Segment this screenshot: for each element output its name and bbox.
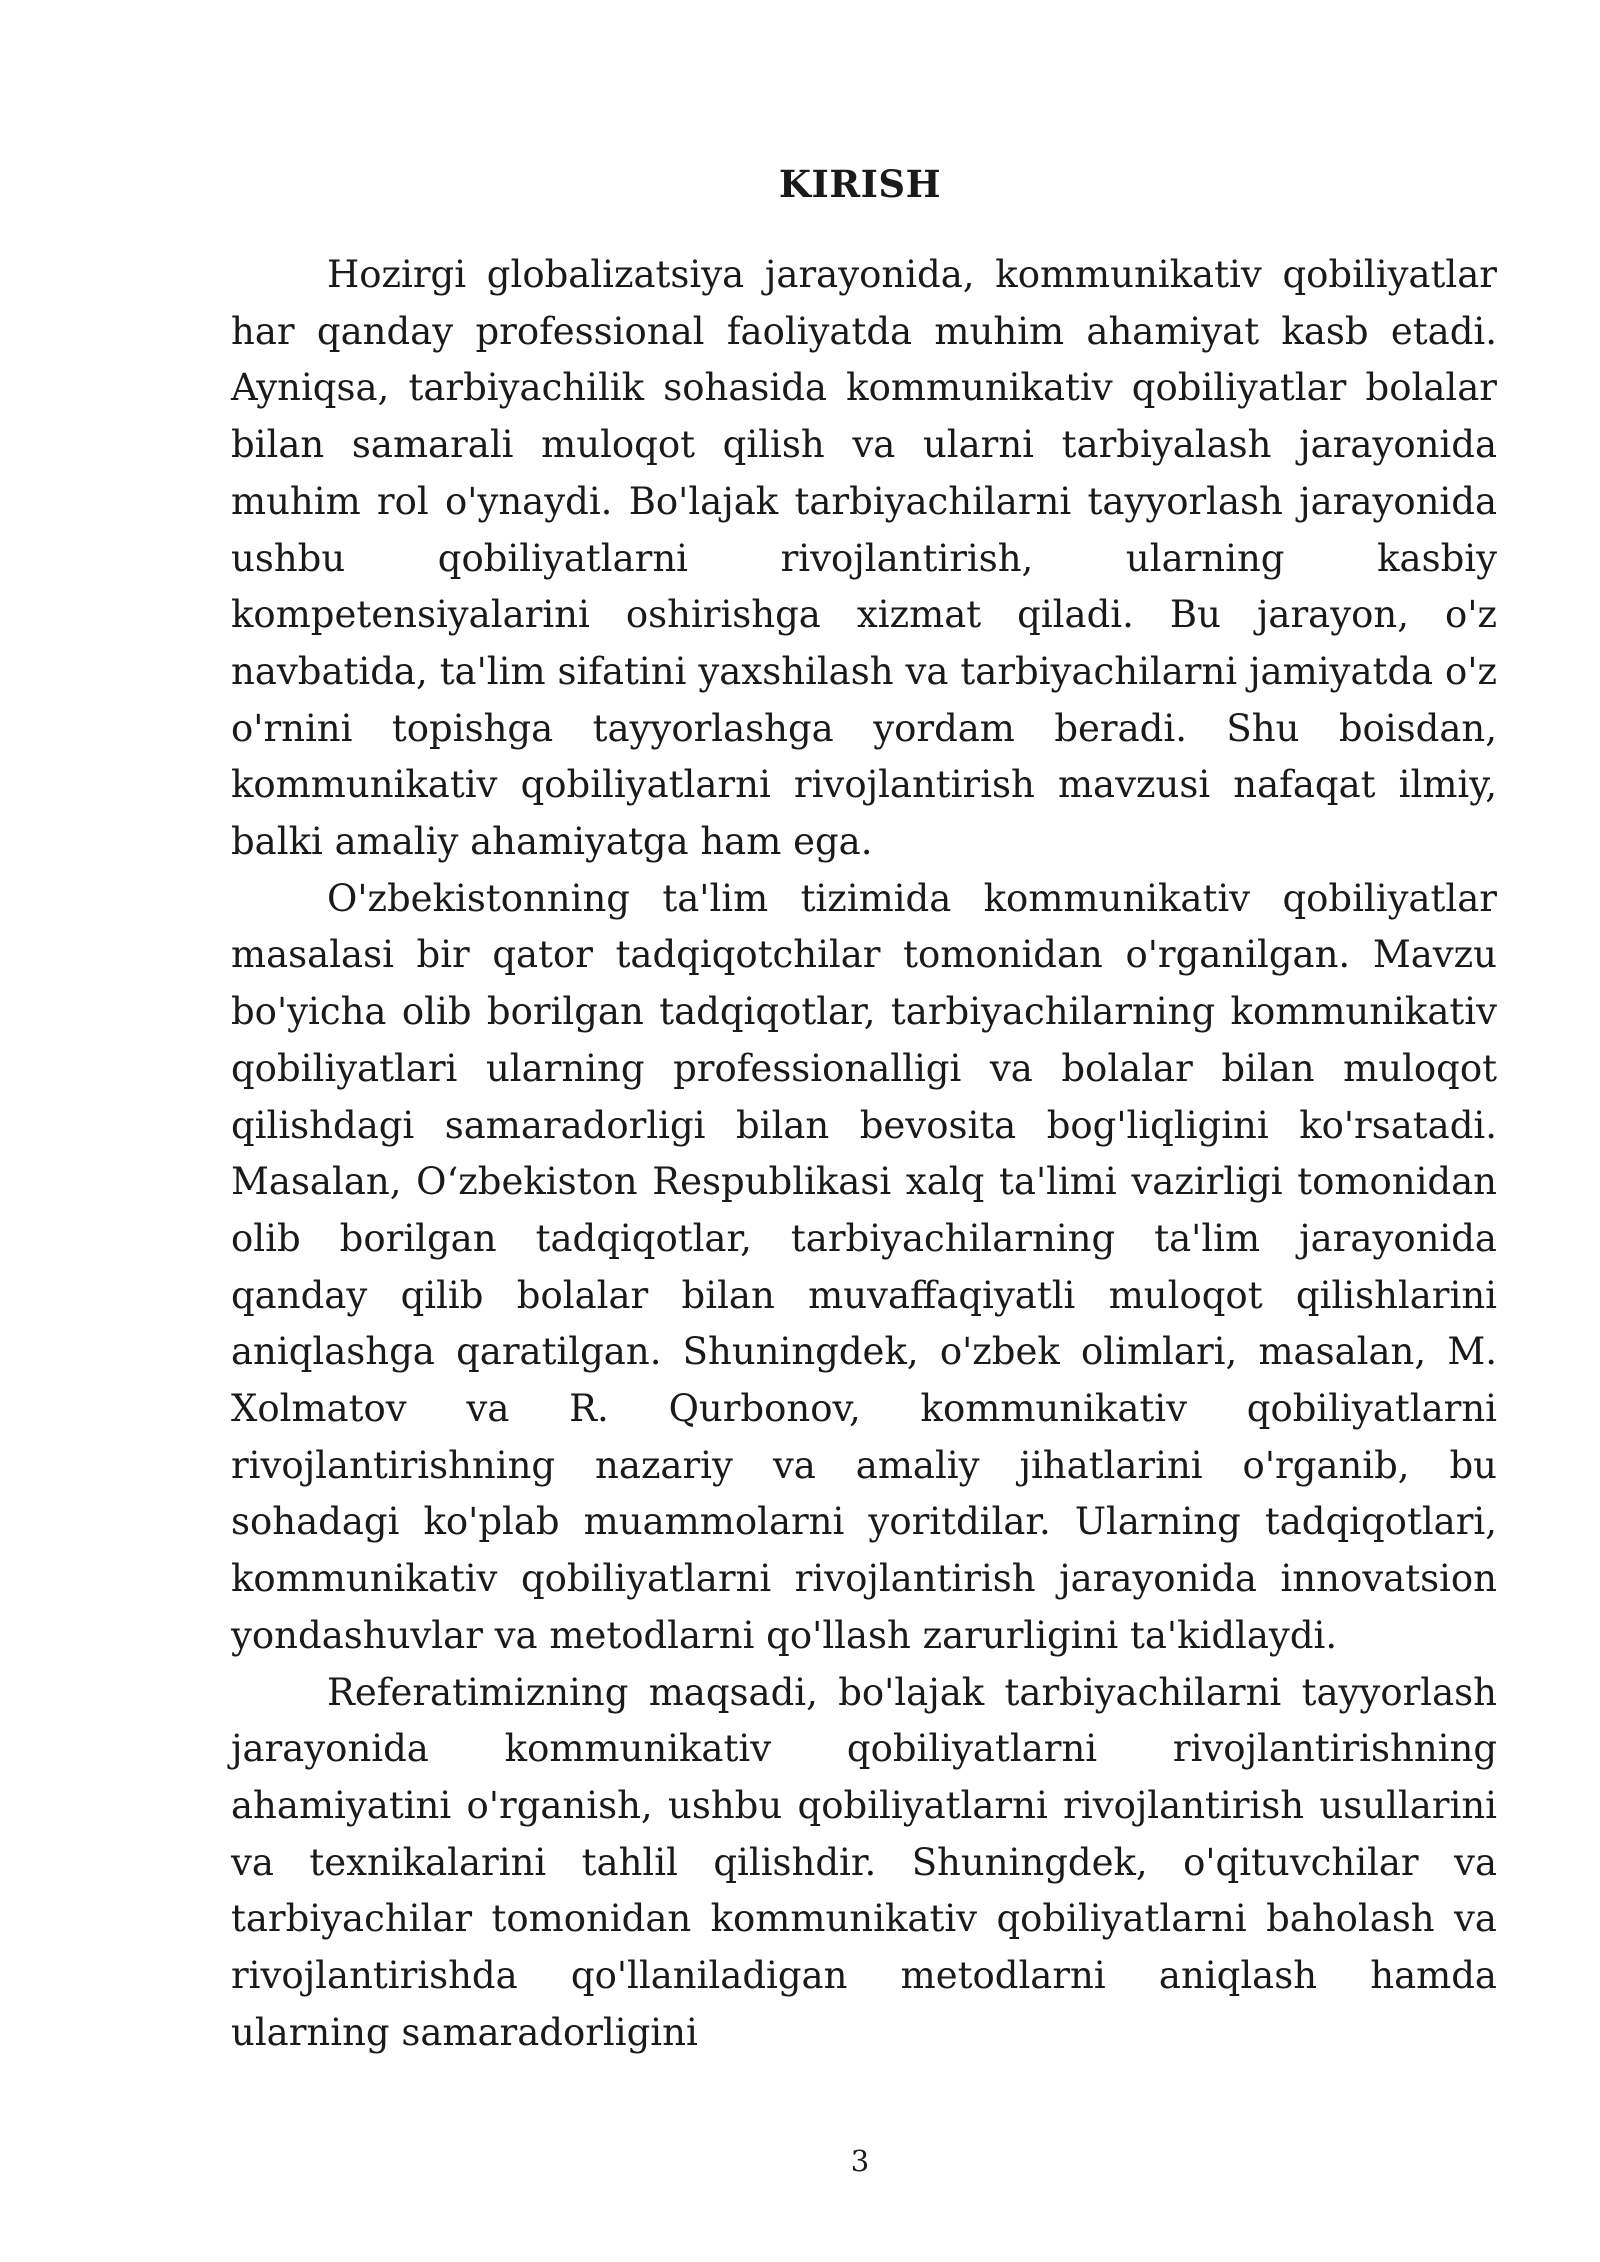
- paragraph-3: Referatimizning maqsadi, bo'lajak tarbiyachilarni tayyorlash jarayonida kommunikativ qobiliyatlarni rivojlantirishning ahamiyatini o'rganish, ushbu qobiliyatlarni rivojlantirish usullarini va texnikalarini tahlil qilishdir. Shuningdek, o'qituvchilar va tarbiyachilar tomonidan kommunikativ qobiliyatlarni baholash va rivojlantirishda qo'llaniladigan metodlarni aniqlash hamda ularning samaradorligini: [231, 1670, 1497, 2054]
- body-text: [231, 247, 1497, 2062]
- paragraph-2: O'zbekistonning ta'lim tizimida kommunikativ qobiliyatlar masalasi bir qator tadqiqotchilar tomonidan o'rganilgan. Mavzu bo'yicha olib borilgan tadqiqotlar, tarbiyachilarning kommunikativ qobiliyatlari ularning professionalligi va bolalar bilan muloqot qilishdagi samaradorligi bilan bevosita bog'liqligini ko'rsatadi. Masalan, Oʻzbekiston Respublikasi xalq ta'limi vazirligi tomonidan olib borilgan tadqiqotlar, tarbiyachilarning ta'lim jarayonida qanday qilib bolalar bilan muvaffaqiyatli muloqot qilishlarini aniqlashga qaratilgan. Shuningdek, o'zbek olimlari, masalan, M. Xolmatov va R. Qurbonov, kommunikativ qobiliyatlarni rivojlantirishning nazariy va amaliy jihatlarini o'rganib, bu sohadagi ko'plab muammolarni yoritdilar. Ularning tadqiqotlari, kommunikativ qobiliyatlarni rivojlantirish jarayonida innovatsion yondashuvlar va metodlarni qo'llash zarurligini ta'kidlaydi.: [231, 876, 1497, 1657]
- paragraph-1: Hozirgi globalizatsiya jarayonida, kommunikativ qobiliyatlar har qanday professional faoliyatda muhim ahamiyat kasb etadi. Ayniqsa, tarbiyachilik sohasida kommunikativ qobiliyatlar bolalar bilan samarali muloqot qilish va ularni tarbiyalash jarayonida muhim rol o'ynaydi. Bo'lajak tarbiyachilarni tayyorlash jarayonida ushbu qobiliyatlarni rivojlantirish, ularning kasbiy kompetensiyalarini oshirishga xizmat qiladi. Bu jarayon, o'z navbatida, ta'lim sifatini yaxshilash va tarbiyachilarni jamiyatda o'z o'rnini topishga tayyorlashga yordam beradi. Shu boisdan, kommunikativ qobiliyatlarni rivojlantirish mavzusi nafaqat ilmiy, balki amaliy ahamiyatga ham ega.: [231, 253, 1497, 864]
- page-number: 3: [850, 2144, 870, 2178]
- section-heading: KIRISH: [778, 162, 942, 206]
